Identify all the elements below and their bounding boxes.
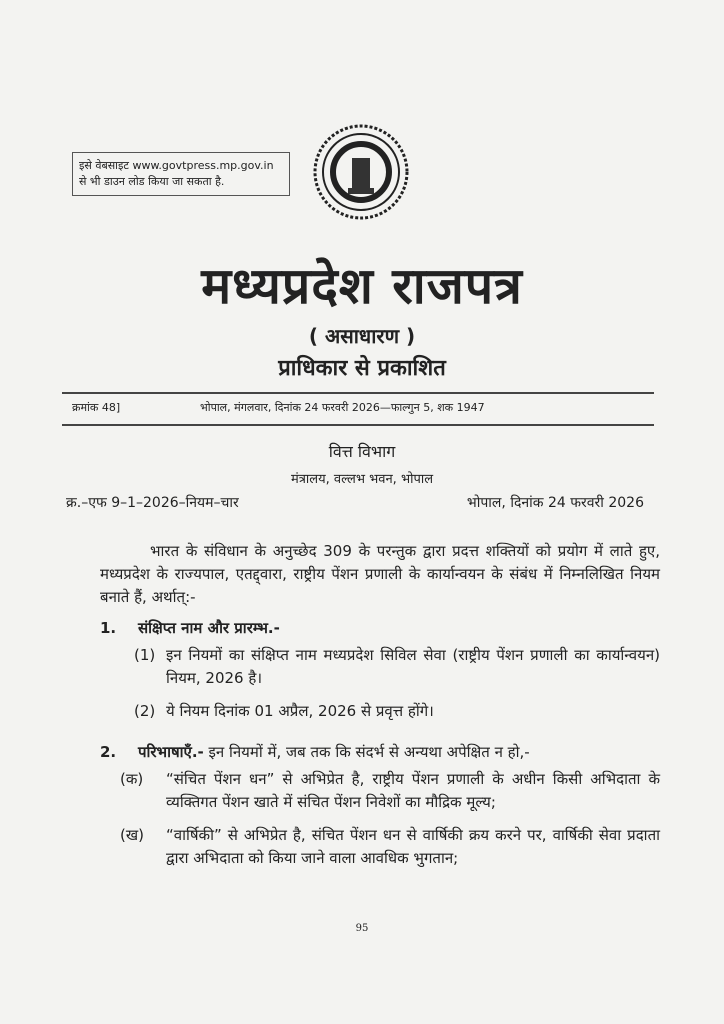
page-number: 95 <box>355 923 369 934</box>
section-heading: परिभाषाएँ.- <box>138 743 204 761</box>
issue-date: भोपाल, मंगलवार, दिनांक 24 फरवरी 2026—फाल्गुन 5, शक 1947 <box>200 401 485 414</box>
divider <box>62 392 654 394</box>
gazette-authority: प्राधिकार से प्रकाशित <box>278 356 446 381</box>
department-name: वित्त विभाग <box>328 442 396 461</box>
clause-number: (ख) <box>120 826 144 844</box>
issue-number: क्रमांक 48] <box>72 401 121 414</box>
download-note <box>72 152 290 196</box>
clause-text: “संचित पेंशन धन” से अभिप्रेत है, राष्ट्रीय पेंशन प्रणाली के अधीन किसी अभिदाता के व्यक्तिगत पेंशन खाते में संचित पेंशन निवेशों का मौद्रिक मूल्य; <box>166 770 660 811</box>
clause <box>100 700 660 723</box>
download-note-line1: इसे वेबसाइट www.govtpress.mp.gov.in <box>79 159 274 172</box>
clause-text: इन नियमों का संक्षिप्त नाम मध्यप्रदेश सिविल सेवा (राष्ट्रीय पेंशन प्रणाली का कार्यान्वयन) नियम, 2026 है। <box>166 646 660 687</box>
clause-text: “वार्षिकी” से अभिप्रेत है, संचित पेंशन धन से वार्षिकी क्रय करने पर, वार्षिकी सेवा प्रदाता द्वारा अभिदाता को किया जाने वाला आवधिक भुगतान; <box>166 826 661 867</box>
divider <box>62 424 654 426</box>
reference-number: क्र.–एफ 9–1–2026–नियम–चार <box>66 495 239 511</box>
clause-number: (क) <box>120 770 144 788</box>
clause <box>100 824 660 870</box>
section-heading: संक्षिप्त नाम और प्रारम्भ.- <box>138 619 280 637</box>
reference-date: भोपाल, दिनांक 24 फरवरी 2026 <box>466 495 644 511</box>
section-1 <box>100 617 660 640</box>
section-2 <box>100 741 660 764</box>
section-number: 2. <box>100 743 117 761</box>
issue-line <box>72 400 485 415</box>
clause-number: (1) <box>134 646 156 664</box>
gazette-title: मध्यप्रदेश राजपत्र <box>201 256 523 315</box>
clause-text: ये नियम दिनांक 01 अप्रैल, 2026 से प्रवृत्त होंगे। <box>166 702 434 720</box>
document-body <box>100 540 660 880</box>
section-lead: इन नियमों में, जब तक कि संदर्भ से अन्यथा अपेक्षित न हो,- <box>203 743 530 761</box>
section-number: 1. <box>100 619 117 637</box>
gazette-subtitle: ( असाधारण ) <box>308 324 416 348</box>
preamble: भारत के संविधान के अनुच्छेद 309 के परन्तुक द्वारा प्रदत्त शक्तियों को प्रयोग में लाते हुए, मध्यप्रदेश के राज्यपाल, एतद्द्वारा, राष्ट्रीय पेंशन प्रणाली के कार्यान्वयन के संबंध में निम्नलिखित नियम बनाते हैं, अर्थात्:- <box>100 542 660 606</box>
clause <box>100 644 660 690</box>
download-note-line2: से भी डाउन लोड किया जा सकता है. <box>79 175 225 188</box>
clause-number: (2) <box>134 702 156 720</box>
clause <box>100 768 660 814</box>
department-address: मंत्रालय, वल्लभ भवन, भोपाल <box>290 472 434 487</box>
state-emblem-icon <box>312 120 410 234</box>
